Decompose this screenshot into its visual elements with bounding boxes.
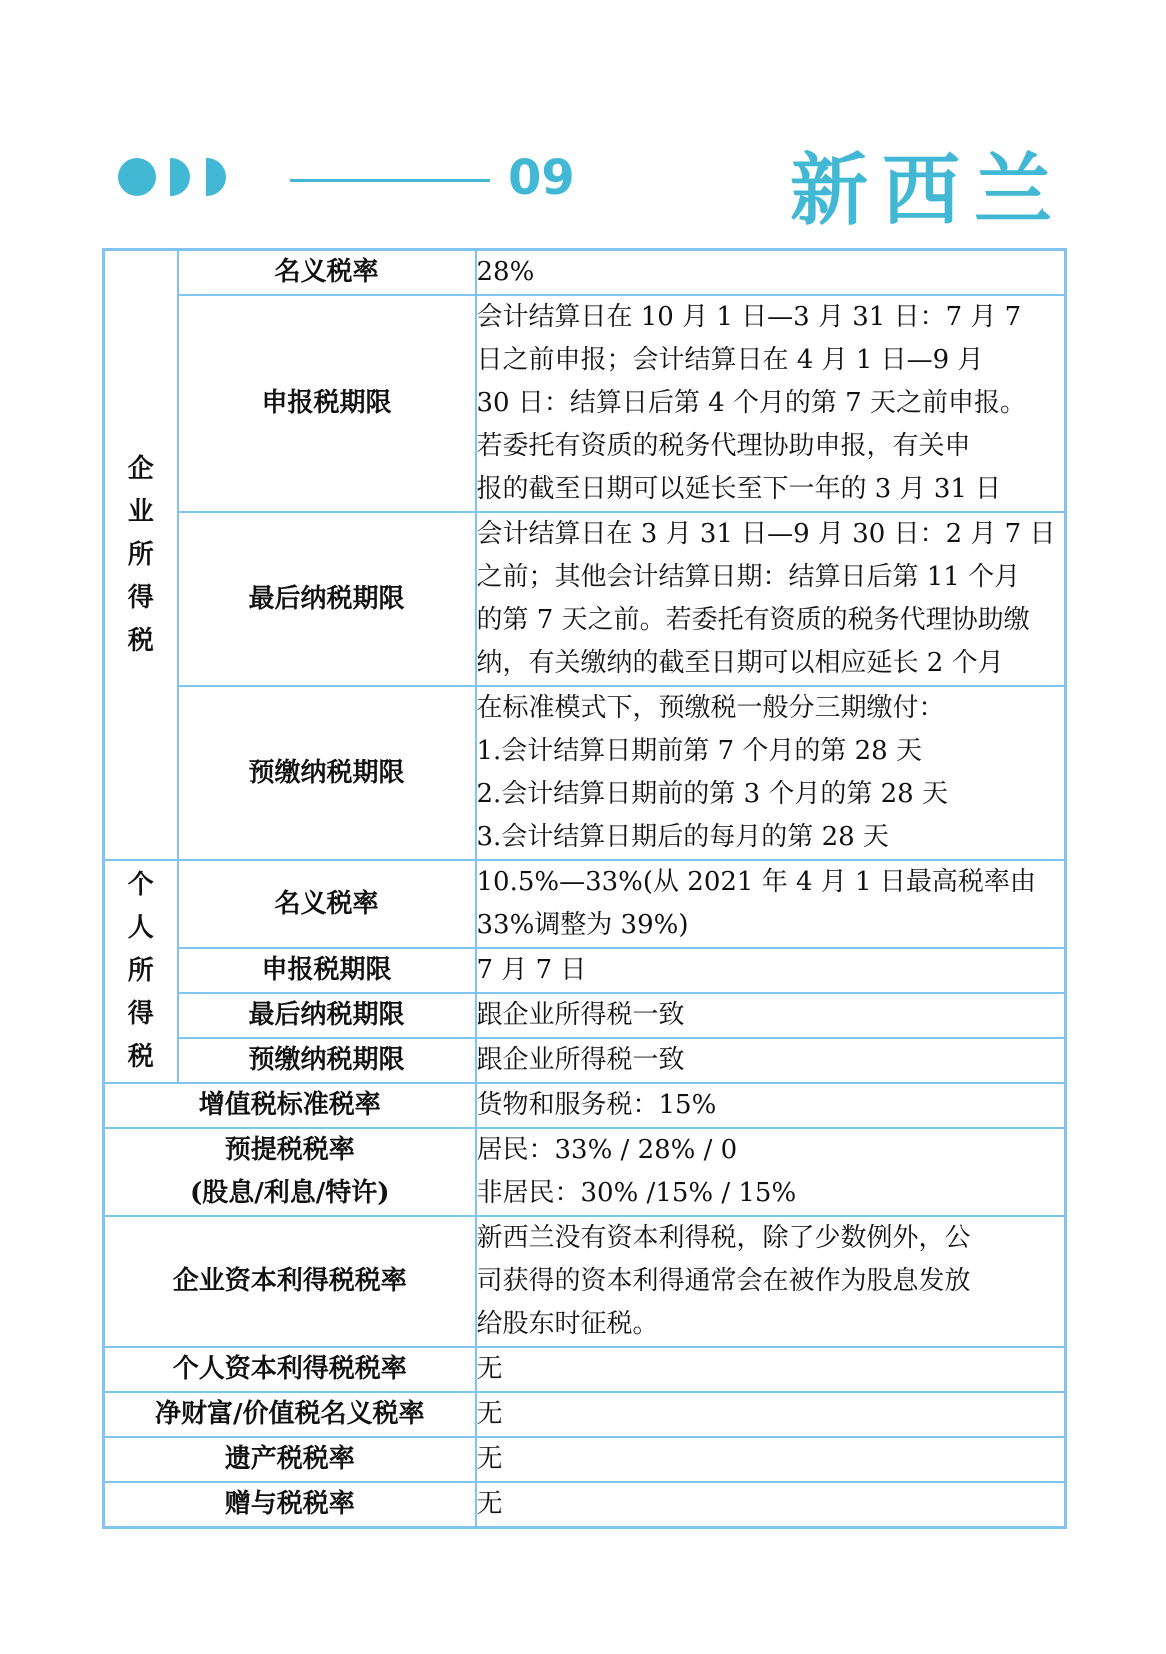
row-value: 在标准模式下，预缴税一般分三期缴付： 1.会计结算日期前第 7 个月的第 28 天 2.会计结算日期前的第 3 个月的第 28 天 3.会计结算日期后的每月的第 28 天	[476, 686, 1066, 860]
row-value: 居民：33% / 28% / 0 非居民：30% /15% / 15%	[476, 1128, 1066, 1216]
row-label: 增值税标准税率	[104, 1083, 476, 1128]
row-label: 最后纳税期限	[178, 512, 476, 686]
table-row	[104, 1083, 1066, 1128]
table-row	[104, 1437, 1066, 1482]
row-value: 会计结算日在 3 月 31 日—9 月 30 日：2 月 7 日 之前；其他会计结算日期：结算日后第 11 个月 的第 7 天之前。若委托有资质的税务代理协助缴 纳，有关缴纳的截至日期可以相应延长 2 个月	[476, 512, 1066, 686]
half-circle-decoration-icon	[206, 158, 226, 196]
table-row	[104, 993, 1066, 1038]
table-row	[104, 1482, 1066, 1528]
row-value: 28%	[476, 250, 1066, 296]
row-value: 会计结算日在 10 月 1 日—3 月 31 日：7 月 7 日之前申报；会计结算日在 4 月 1 日—9 月 30 日：结算日后第 4 个月的第 7 天之前申报。 若委托有资质的税务代理协助申报，有关申 报的截至日期可以延长至下一年的 3 月 31 日	[476, 295, 1066, 512]
row-value: 无	[476, 1347, 1066, 1392]
table-row	[104, 1347, 1066, 1392]
table-row	[104, 686, 1066, 860]
table-row	[104, 250, 1066, 296]
table-row	[104, 1038, 1066, 1083]
row-label: 预提税税率 (股息/利息/特许)	[104, 1128, 476, 1216]
row-label: 预缴纳税期限	[178, 1038, 476, 1083]
group-label-corporate: 企业所得税	[104, 250, 178, 861]
row-value: 无	[476, 1437, 1066, 1482]
row-label: 名义税率	[178, 250, 476, 296]
row-label: 遗产税税率	[104, 1437, 476, 1482]
row-value: 10.5%—33%(从 2021 年 4 月 1 日最高税率由 33%调整为 39%)	[476, 860, 1066, 948]
half-circle-decoration-icon	[170, 158, 190, 196]
table-row	[104, 1392, 1066, 1437]
row-label: 申报税期限	[178, 948, 476, 993]
page-number: 09	[508, 150, 575, 206]
row-value: 7 月 7 日	[476, 948, 1066, 993]
row-value: 货物和服务税：15%	[476, 1083, 1066, 1128]
row-value: 无	[476, 1482, 1066, 1528]
page-header	[0, 0, 1166, 240]
row-label: 最后纳税期限	[178, 993, 476, 1038]
row-value: 跟企业所得税一致	[476, 993, 1066, 1038]
tax-table	[102, 248, 1067, 1529]
row-label: 名义税率	[178, 860, 476, 948]
row-value: 新西兰没有资本利得税，除了少数例外，公 司获得的资本利得通常会在被作为股息发放 给股东时征税。	[476, 1216, 1066, 1347]
header-rule	[290, 179, 490, 182]
page-title: 新西兰	[789, 145, 1066, 236]
row-label: 个人资本利得税税率	[104, 1347, 476, 1392]
row-label: 预缴纳税期限	[178, 686, 476, 860]
row-value: 跟企业所得税一致	[476, 1038, 1066, 1083]
row-value: 无	[476, 1392, 1066, 1437]
row-label: 净财富/价值税名义税率	[104, 1392, 476, 1437]
row-label: 赠与税税率	[104, 1482, 476, 1528]
table-row	[104, 512, 1066, 686]
row-label: 申报税期限	[178, 295, 476, 512]
row-label: 企业资本利得税税率	[104, 1216, 476, 1347]
circle-decoration-icon	[118, 158, 156, 196]
table-row	[104, 1128, 1066, 1216]
table-row	[104, 860, 1066, 948]
table-row	[104, 948, 1066, 993]
table-row	[104, 1216, 1066, 1347]
group-label-individual: 个人所得税	[104, 860, 178, 1083]
table-row	[104, 295, 1066, 512]
